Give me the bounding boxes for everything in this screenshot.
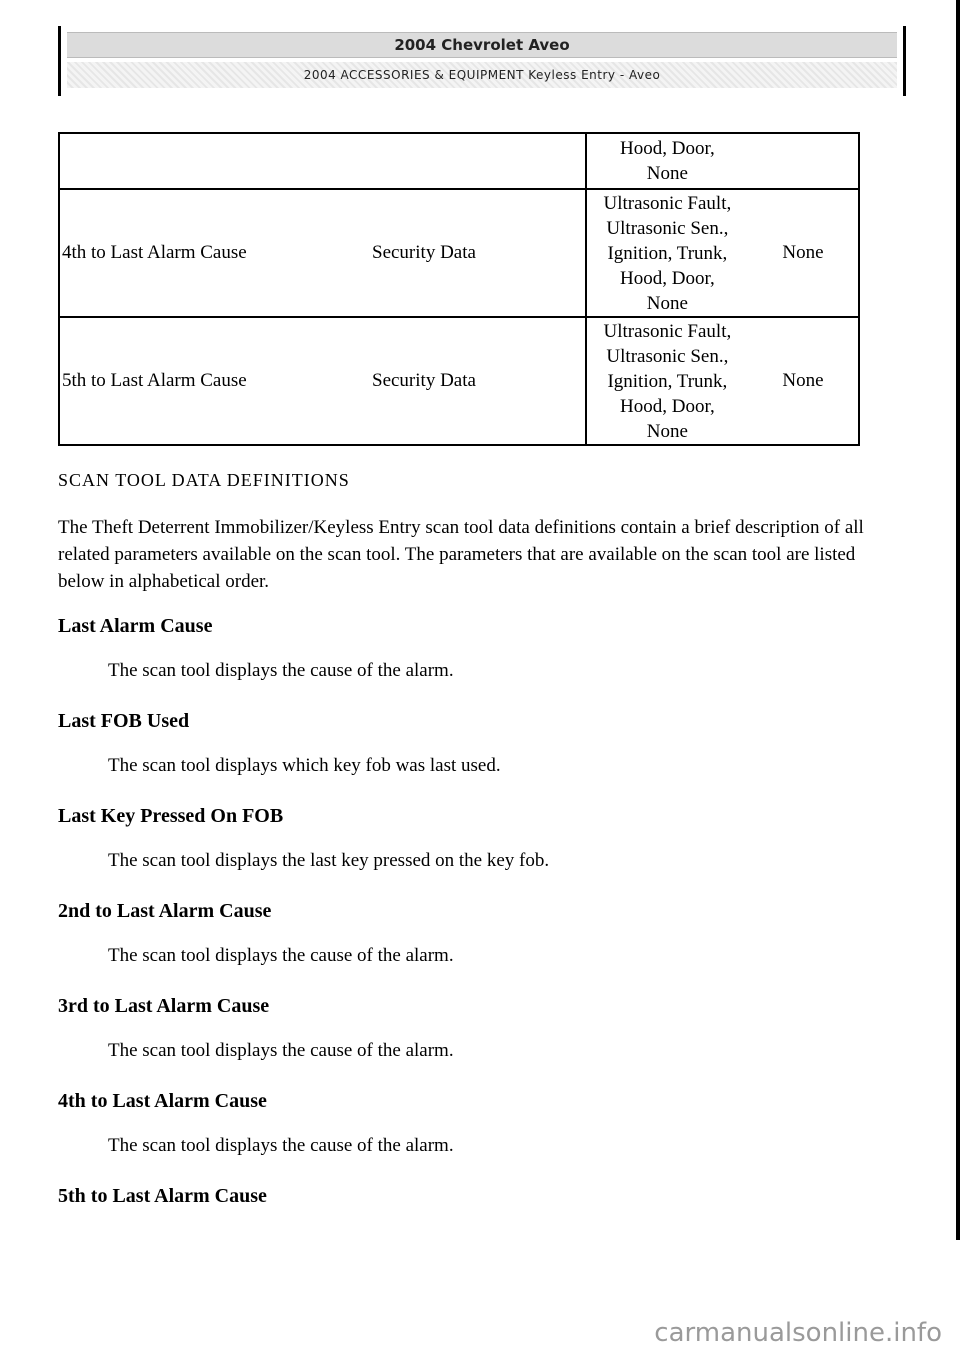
definition-title: Last Alarm Cause	[58, 615, 213, 637]
intro-paragraph: The Theft Deterrent Immobilizer/Keyless Entry scan tool data definitions contain a brief description of all related parameters available on the scan tool. The parameters that are available on the scan tool are listed below in alphabetical order.	[58, 517, 864, 592]
parameter-category: Security Data	[372, 242, 476, 263]
value-line: Hood, Door,	[620, 267, 715, 289]
value-line: None	[646, 163, 688, 184]
value-line: Hood, Door,	[620, 138, 715, 159]
value-line: Ultrasonic Sen.,	[606, 345, 729, 367]
definition-item	[58, 897, 898, 969]
section-heading: SCAN TOOL DATA DEFINITIONS	[58, 470, 350, 490]
document-title: 2004 Chevrolet Aveo	[67, 32, 897, 58]
value-line: Ignition, Trunk,	[607, 370, 728, 392]
definition-item	[58, 992, 898, 1064]
page-edge-bar	[956, 0, 960, 1240]
table-cell-parameter	[59, 189, 586, 317]
table-row	[59, 317, 859, 445]
scan-tool-data-table	[58, 132, 860, 446]
definition-title: 3rd to Last Alarm Cause	[58, 995, 270, 1017]
value-line: Ignition, Trunk,	[607, 242, 728, 264]
definition-text: The scan tool displays the cause of the alarm.	[108, 1135, 454, 1156]
parameter-name: 5th to Last Alarm Cause	[62, 370, 247, 391]
definition-text: The scan tool displays the last key pressed on the key fob.	[108, 850, 550, 871]
parameter-category: Security Data	[372, 370, 476, 391]
definition-item	[58, 802, 898, 874]
definition-title: Last FOB Used	[58, 710, 190, 732]
definition-title: Last Key Pressed On FOB	[58, 805, 284, 827]
value-line: Ultrasonic Fault,	[603, 192, 732, 214]
table-cell-empty	[59, 133, 586, 189]
definition-item	[58, 1087, 898, 1159]
table-cell-values	[586, 133, 748, 189]
definition-text: The scan tool displays the cause of the alarm.	[108, 945, 454, 966]
table-row	[59, 133, 859, 189]
definition-item	[58, 707, 898, 779]
definition-item	[58, 612, 898, 684]
value-line: Ultrasonic Sen.,	[606, 217, 729, 239]
table-cell-values	[586, 317, 748, 445]
watermark-text: carmanualsonline.info	[654, 1318, 942, 1348]
table-cell-values	[586, 189, 748, 317]
table-row	[59, 189, 859, 317]
table-cell-units: None	[748, 189, 859, 317]
table-cell-units: None	[748, 317, 859, 445]
table-cell-parameter	[59, 317, 586, 445]
value-line: Ultrasonic Fault,	[603, 320, 732, 342]
definition-title: 2nd to Last Alarm Cause	[58, 900, 272, 922]
document-subtitle: 2004 ACCESSORIES & EQUIPMENT Keyless Entry - Aveo	[67, 62, 897, 88]
value-line: None	[646, 420, 688, 442]
definition-text: The scan tool displays the cause of the alarm.	[108, 660, 454, 681]
value-line: Hood, Door,	[620, 395, 715, 417]
page-header	[58, 26, 906, 96]
definition-text: The scan tool displays which key fob was last used.	[108, 755, 501, 776]
definition-text: The scan tool displays the cause of the alarm.	[108, 1040, 454, 1061]
value-line: None	[646, 292, 688, 314]
definition-title: 4th to Last Alarm Cause	[58, 1090, 267, 1112]
parameter-name: 4th to Last Alarm Cause	[62, 242, 247, 263]
table-cell-units	[748, 133, 859, 189]
definition-title: 5th to Last Alarm Cause	[58, 1185, 267, 1207]
definition-item	[58, 1182, 898, 1210]
